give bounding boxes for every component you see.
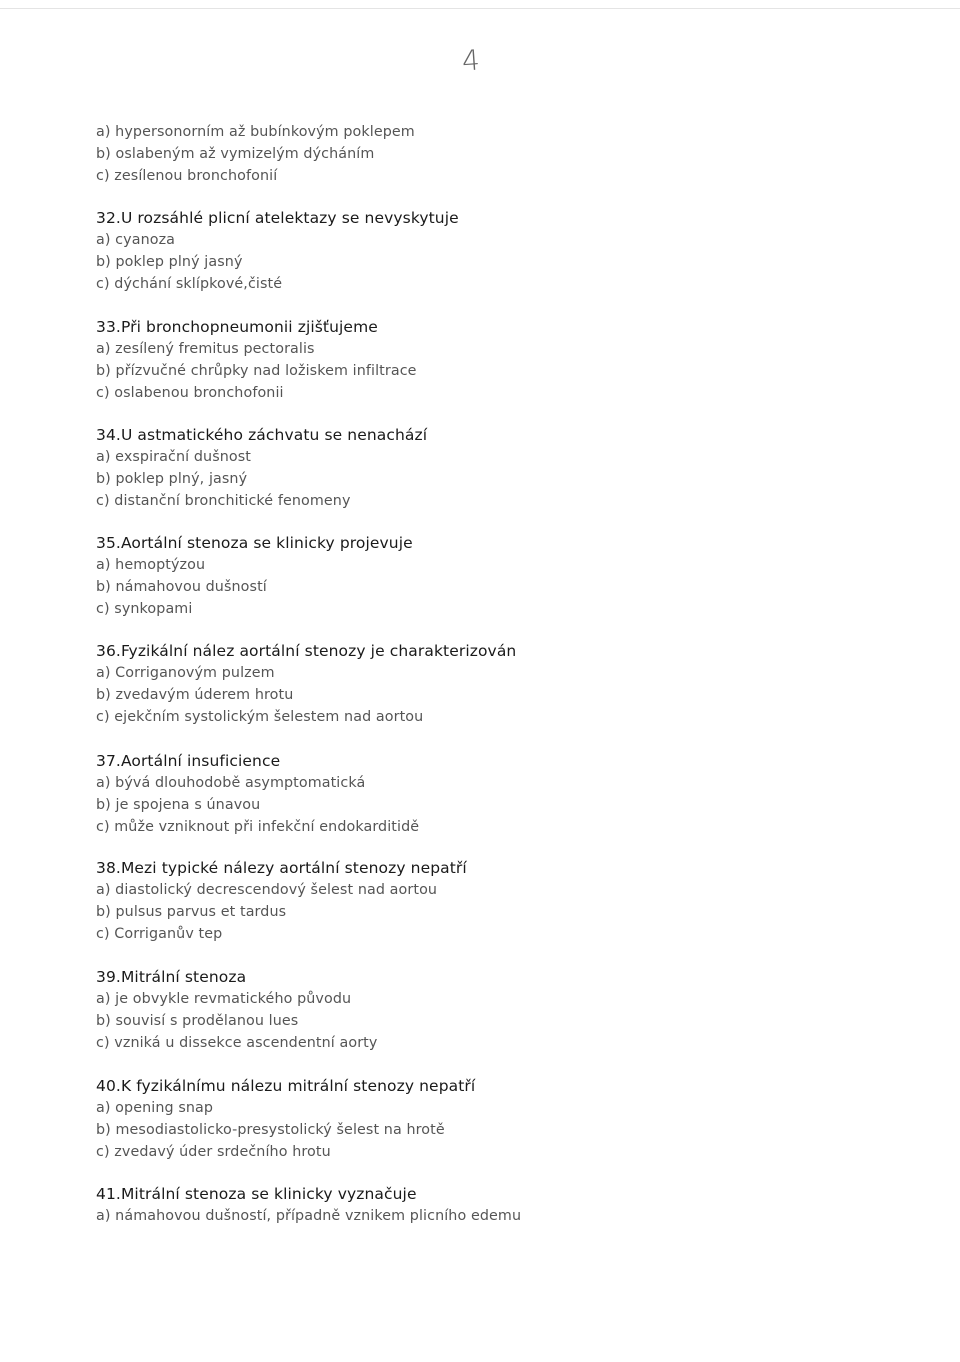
option-a: a) hypersonorním až bubínkovým poklepem — [96, 124, 415, 140]
option-c: c) synkopami — [96, 601, 193, 617]
option-c: c) Corriganův tep — [96, 926, 223, 942]
question-title: 37.Aortální insuficience — [96, 752, 281, 770]
question-39 — [96, 966, 377, 1054]
option-b: b) souvisí s prodělanou lues — [96, 1013, 299, 1029]
option-c: c) zvedavý úder srdečního hrotu — [96, 1144, 331, 1160]
question-32 — [96, 207, 459, 295]
question-title: 40.K fyzikálnímu nálezu mitrální stenozy nepatří — [96, 1077, 476, 1095]
option-c: c) ejekčním systolickým šelestem nad aortou — [96, 709, 424, 725]
option-b: b) je spojena s únavou — [96, 797, 261, 813]
question-title: 34.U astmatického záchvatu se nenachází — [96, 426, 428, 444]
question-37 — [96, 750, 419, 838]
option-c: c) oslabenou bronchofonii — [96, 385, 284, 401]
option-b: b) pulsus parvus et tardus — [96, 904, 287, 920]
option-a: a) Corriganovým pulzem — [96, 665, 275, 681]
option-c: c) může vzniknout při infekční endokarditidě — [96, 819, 420, 835]
question-40 — [96, 1075, 475, 1163]
page-number: 4 — [460, 43, 481, 78]
question-35 — [96, 532, 413, 620]
option-b: b) poklep plný jasný — [96, 254, 243, 270]
question-38 — [96, 857, 467, 945]
question-title: 33.Při bronchopneumonii zjišťujeme — [96, 318, 378, 336]
option-a: a) je obvykle revmatického původu — [96, 991, 352, 1007]
option-a: a) zesílený fremitus pectoralis — [96, 341, 315, 357]
option-a: a) cyanoza — [96, 232, 176, 248]
question-34 — [96, 424, 427, 512]
question-41 — [96, 1183, 521, 1227]
option-b: b) oslabeným až vymizelým dýcháním — [96, 146, 375, 162]
option-c: c) dýchání sklípkové,čisté — [96, 276, 283, 292]
option-c: c) zesílenou bronchofonií — [96, 168, 278, 184]
option-c: c) vzniká u dissekce ascendentní aorty — [96, 1035, 378, 1051]
option-a: a) námahovou dušností, případně vznikem plicního edemu — [96, 1208, 522, 1224]
option-c: c) distanční bronchitické fenomeny — [96, 493, 351, 509]
option-b: b) námahovou dušností — [96, 579, 267, 595]
option-a: a) exspirační dušnost — [96, 449, 252, 465]
option-a: a) bývá dlouhodobě asymptomatická — [96, 775, 366, 791]
option-a: a) hemoptýzou — [96, 557, 206, 573]
question-title: 32.U rozsáhlé plicní atelektazy se nevyskytuje — [96, 209, 459, 227]
option-a: a) diastolický decrescendový šelest nad aortou — [96, 882, 438, 898]
option-b: b) přízvučné chrůpky nad ložiskem infiltrace — [96, 363, 417, 379]
continued-options — [96, 121, 415, 187]
question-title: 41.Mitrální stenoza se klinicky vyznačuje — [96, 1185, 417, 1203]
question-title: 36.Fyzikální nález aortální stenozy je charakterizován — [96, 642, 517, 660]
question-36 — [96, 640, 516, 728]
question-33 — [96, 316, 417, 404]
option-b: b) poklep plný, jasný — [96, 471, 248, 487]
scan-edge-line — [0, 8, 960, 9]
question-title: 35.Aortální stenoza se klinicky projevuje — [96, 534, 413, 552]
option-b: b) zvedavým úderem hrotu — [96, 687, 294, 703]
option-b: b) mesodiastolicko-presystolický šelest na hrotě — [96, 1122, 445, 1138]
question-title: 38.Mezi typické nálezy aortální stenozy nepatří — [96, 859, 467, 877]
option-a: a) opening snap — [96, 1100, 214, 1116]
question-title: 39.Mitrální stenoza — [96, 968, 247, 986]
